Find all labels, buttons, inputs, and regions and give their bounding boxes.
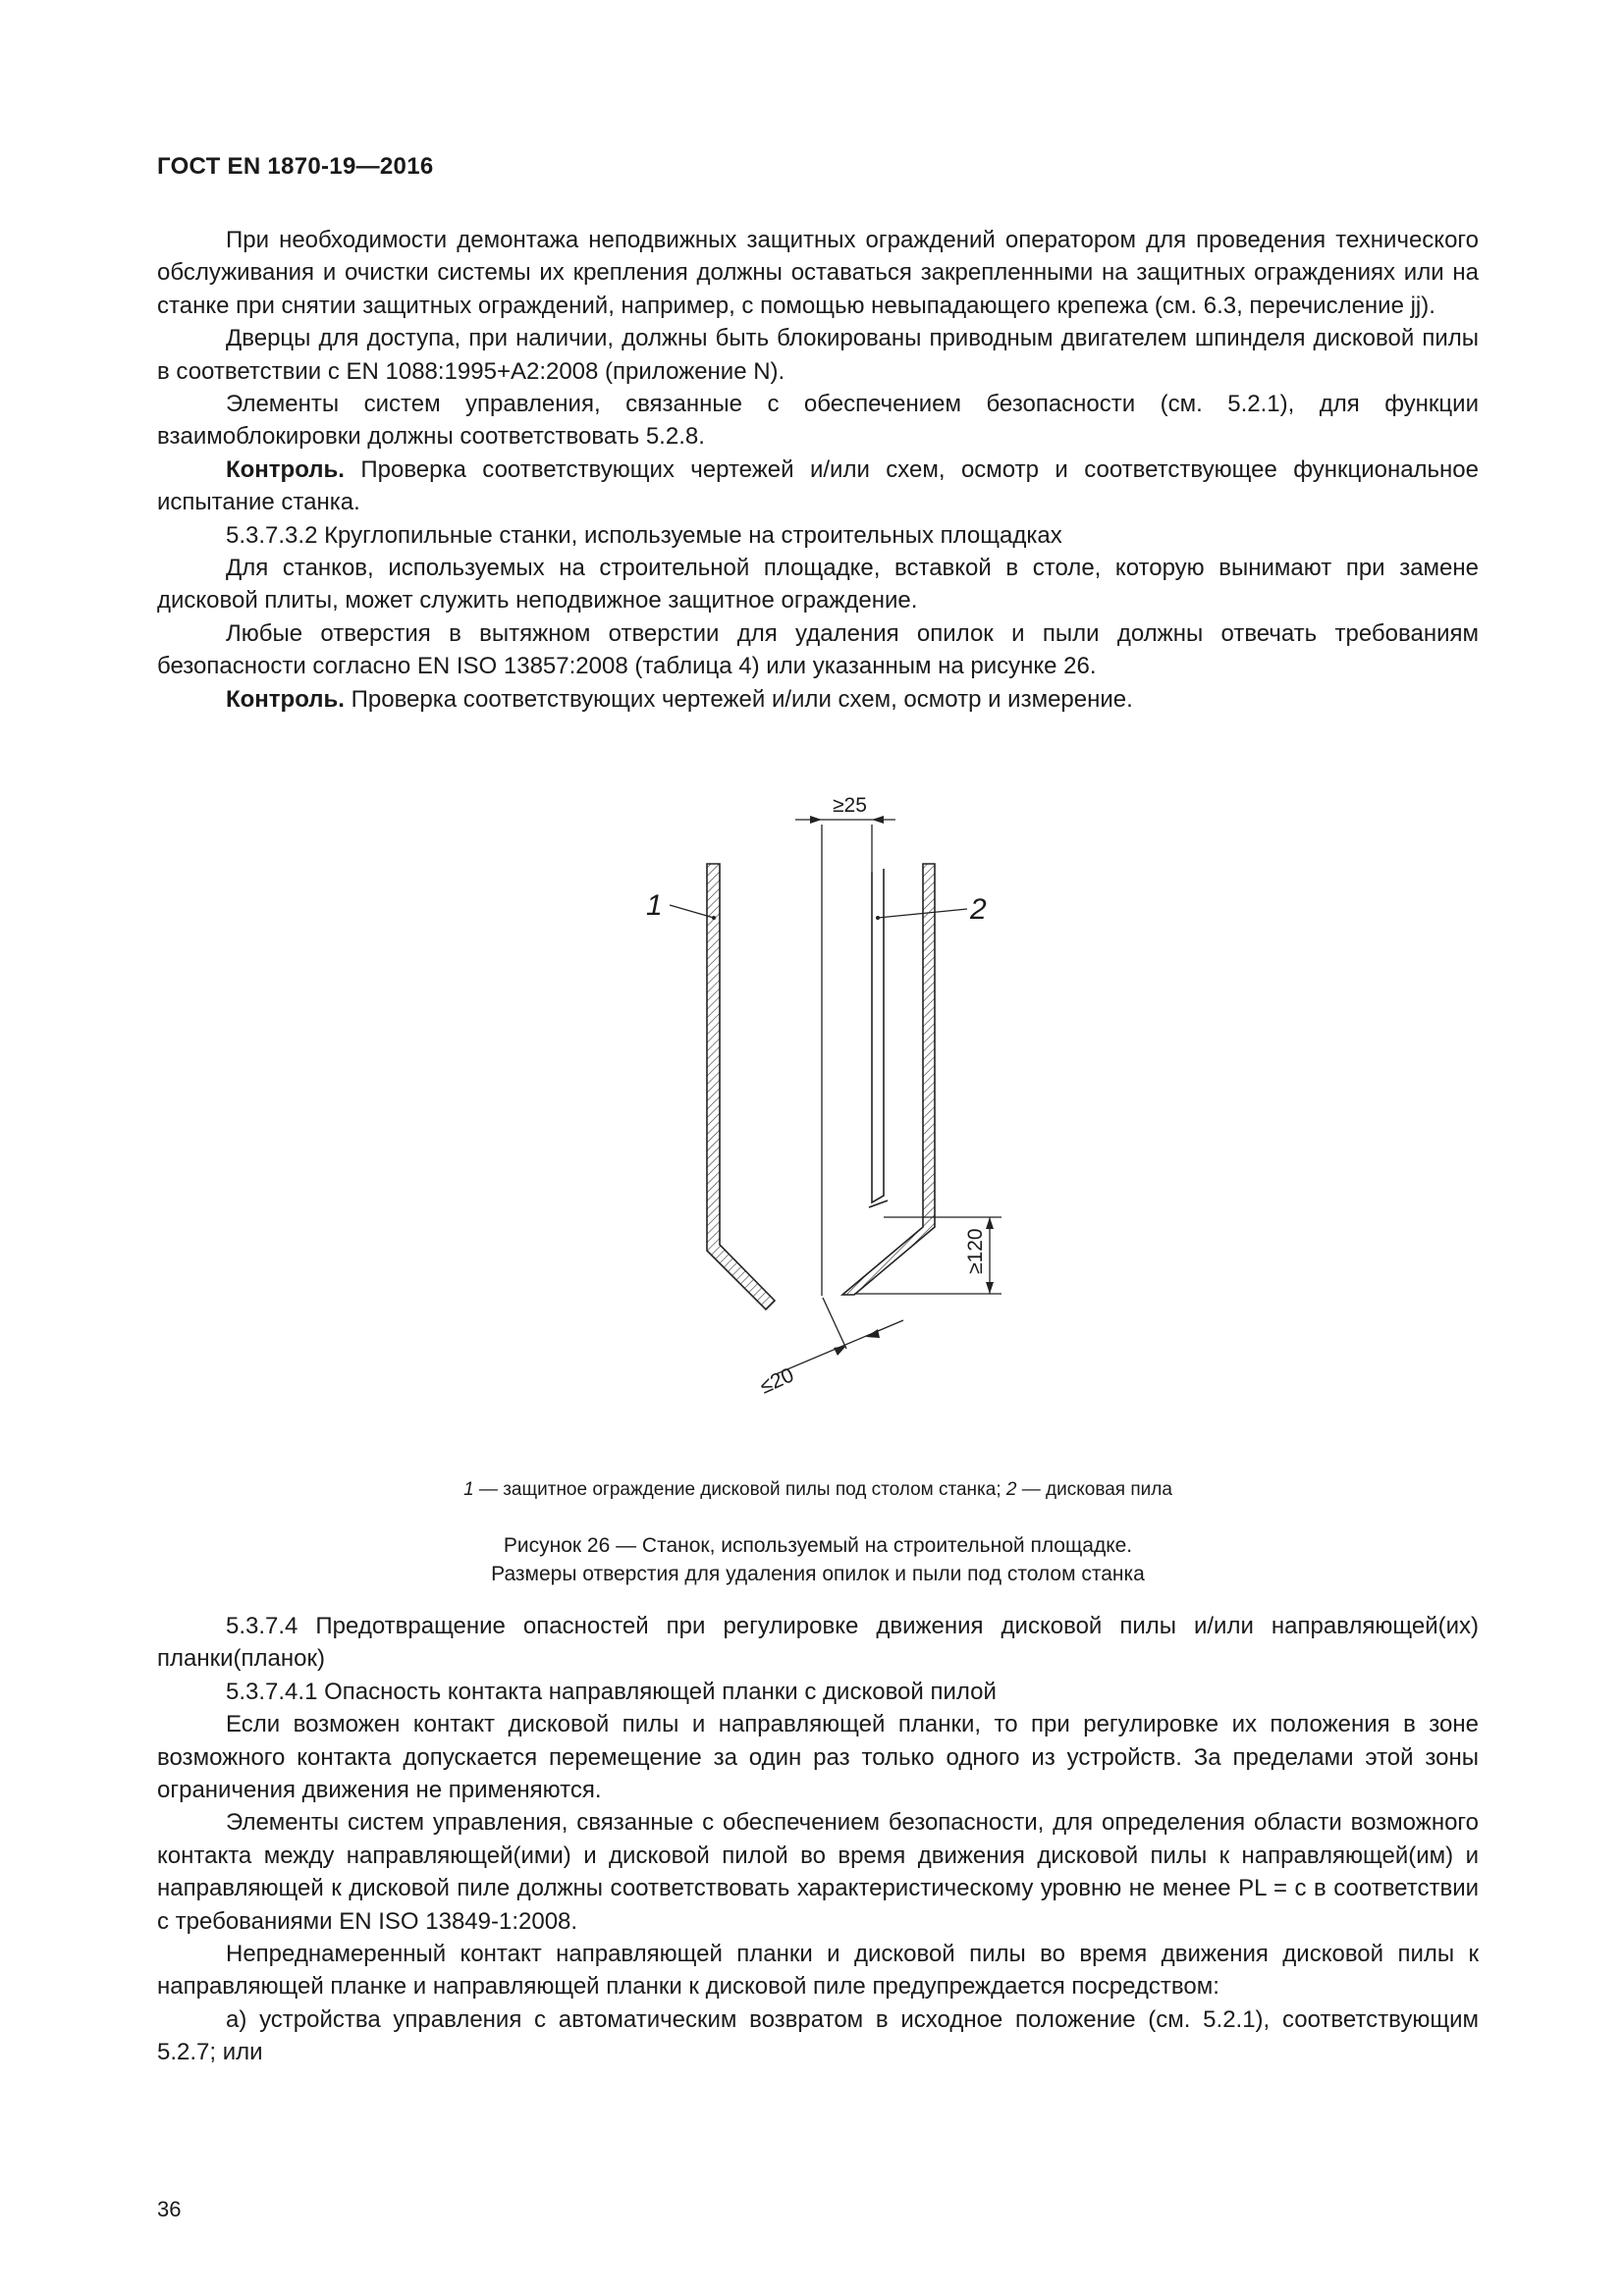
page-number: 36 (157, 2197, 182, 2221)
legend-text-1: — защитное ограждение дисковой пилы под столом станка; (473, 1479, 1006, 1500)
control-label: Контроль. (226, 685, 345, 713)
technical-drawing (589, 785, 1041, 1453)
paragraph: Элементы систем управления, связанные с обеспечением безопасности, для определения области возможного контакта между направляющей(ими) и дисковой пилой во время движения дисковой пилы к направляющей(им) и направляющей к дисковой пиле должны соответствовать характеристическому уровню не менее PL = c в соответствии с требованиями EN ISO 13849-1:2008. (157, 1809, 1479, 1935)
caption-line-2: Размеры отверстия для удаления опилок и пыли под столом станка (491, 1563, 1145, 1585)
dim-right-arrow-top (986, 1217, 994, 1229)
callout-2-dot (876, 916, 880, 920)
dim-right-label: ≥120 (964, 1228, 987, 1274)
paragraph: Для станков, используемых на строительной площадке, вставкой в столе, которую вынимают при замене дисковой плиты, может служить неподвижное защитное ограждение. (157, 555, 1479, 614)
caption-line-1: Рисунок 26 — Станок, используемый на строительной площадке. (503, 1534, 1133, 1557)
dim-bottom-ext (823, 1298, 846, 1349)
callout-1-dot (712, 916, 716, 920)
right-guard-wall (842, 864, 935, 1295)
dim-bottom-label: ≤20 (756, 1363, 797, 1399)
figure-legend (157, 1479, 1479, 1501)
paragraph: Любые отверстия в вытяжном отверстии для удаления опилок и пыли должны отвечать требованиям безопасности согласно EN ISO 13857:2008 (таблица 4) или указанным на рисунке 26. (157, 619, 1479, 680)
control-label: Контроль. (226, 455, 345, 483)
list-item: a) устройства управления с автоматическим возвратом в исходное положение (см. 5.2.1), соответствующим 5.2.7; или (157, 2005, 1479, 2066)
legend-num-2: 2 (1005, 1479, 1017, 1500)
dim-right-arrow-bottom (986, 1282, 994, 1294)
left-guard-wall (707, 864, 775, 1309)
control-text: Проверка соответствующих чертежей и/или схем, осмотр и измерение. (344, 685, 1133, 713)
paragraph: При необходимости демонтажа неподвижных защитных ограждений оператором для проведения технического обслуживания и очистки системы их крепления должны оставаться закрепленными на защитных ограждениях или на станке при снятии защитных ограждений, например, с помощью невыпадающего крепежа (см. 6.3, перечисление jj). (157, 227, 1479, 319)
control-paragraph (157, 683, 1479, 716)
callout-2: 2 (970, 893, 987, 926)
dim-top-arrow-left (810, 816, 822, 824)
body-text-bottom (157, 1610, 1479, 2069)
figure-caption (157, 1531, 1479, 1588)
paragraph: Элементы систем управления, связанные с обеспечением безопасности (см. 5.2.1), для функции взаимоблокировки должны соответствовать 5.2.8. (157, 391, 1479, 451)
paragraph: Непреднамеренный контакт направляющей планки и дисковой пилы во время движения дисковой пилы к направляющей планке и направляющей планки к дисковой пиле предупреждается посредством: (157, 1941, 1479, 2001)
section-heading: 5.3.7.4 Предотвращение опасностей при регулировке движения дисковой пилы и/или направляющей(их) планки(планок) (157, 1613, 1479, 1673)
section-heading: 5.3.7.3.2 Круглопильные станки, используемые на строительных площадках (226, 521, 1062, 549)
legend-num-1: 1 (463, 1479, 474, 1500)
dim-top-label: ≥25 (833, 794, 867, 817)
body-text-top (157, 224, 1479, 716)
paragraph: Дверцы для доступа, при наличии, должны быть блокированы приводным двигателем шпинделя дисковой пилы в соответствии с EN 1088:1995+A2:2008 (приложение N). (157, 325, 1479, 385)
dim-top-arrow-right (872, 816, 884, 824)
control-text: Проверка соответствующих чертежей и/или схем, осмотр и соответствующее функциональное испытание станка. (157, 455, 1479, 516)
document-header: ГОСТ EN 1870-19—2016 (157, 153, 434, 180)
dim-bottom-arrow-1 (834, 1346, 846, 1356)
callout-1: 1 (646, 889, 663, 922)
paragraph: Если возможен контакт дисковой пилы и направляющей планки, то при регулировке их положения в зоне возможного контакта допускается перемещение за один раз только одного из устройств. За пределами этой зоны ограничения движения не применяются. (157, 1711, 1479, 1804)
subsection-heading: 5.3.7.4.1 Опасность контакта направляющей планки с дисковой пилой (226, 1678, 997, 1705)
legend-text-2: — дисковая пила (1016, 1479, 1172, 1500)
dim-bottom-arrow-2 (866, 1329, 880, 1338)
control-paragraph (157, 454, 1479, 519)
figure-26-drawing (589, 785, 1041, 1453)
